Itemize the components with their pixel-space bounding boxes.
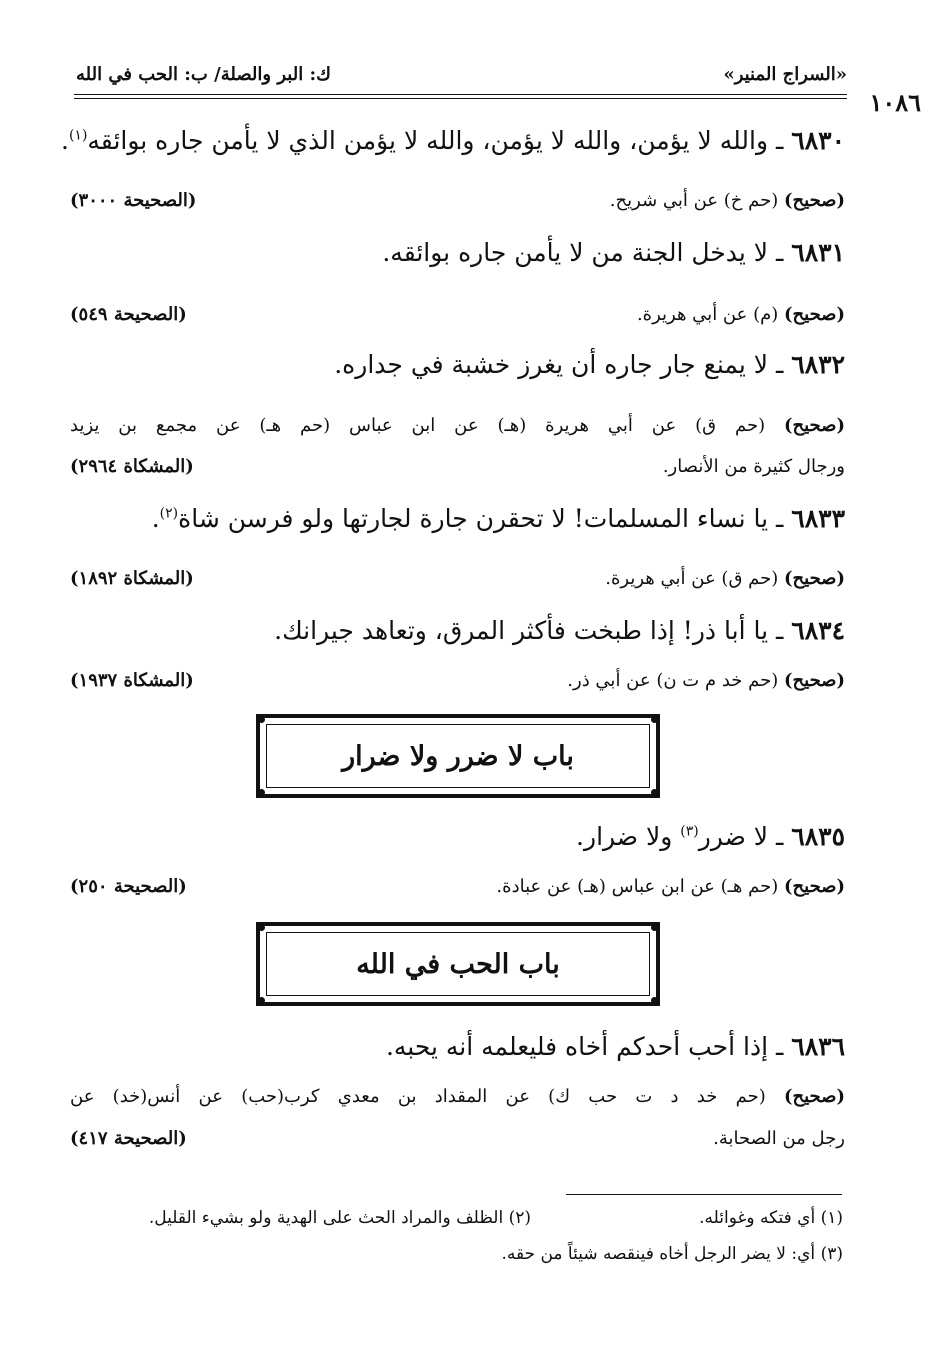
source-continuation: ورجال كثيرة من الأنصار.	[662, 456, 845, 477]
hadith-6836	[70, 1032, 845, 1061]
footnote-mark: (٢)	[508, 1208, 531, 1228]
source-continuation: رجل من الصحابة.	[713, 1128, 845, 1149]
hadith-text: لا يدخل الجنة من لا يأمن جاره بوائقه.	[382, 238, 769, 267]
footnote-mark: (١)	[820, 1208, 843, 1228]
footnote-text: أي: لا يضر الرجل أخاه فينقصه شيئاً من حقه.	[501, 1244, 816, 1264]
footnote-mark: (٢)	[159, 505, 179, 522]
source-text: (صحيح) (حم ق) عن أبي هريرة.	[605, 568, 845, 589]
hadith-text: لا يمنع جار جاره أن يغرز خشبة في جداره.	[334, 350, 769, 379]
dash: ـ	[776, 1032, 784, 1061]
footnote-mark: (٣)	[680, 823, 699, 840]
hadith-text: إذا أحب أحدكم أخاه فليعلمه أنه يحبه.	[385, 1032, 769, 1061]
reference: (الصحيحة ٤١٧)	[70, 1128, 187, 1149]
footnote-3	[501, 1244, 843, 1264]
corner-ornament	[651, 997, 658, 1004]
hadith-6832	[70, 350, 845, 379]
hadith-number: ٦٨٣٠	[791, 126, 845, 155]
corner-ornament	[258, 997, 265, 1004]
corner-ornament	[258, 924, 265, 931]
reference: (المشكاة ٢٩٦٤)	[70, 456, 194, 477]
reference: (الصحيحة ٥٤٩)	[70, 304, 187, 325]
chapter-heading-box	[256, 714, 660, 798]
source-6834	[70, 670, 845, 691]
hadith-text: لا ضرر	[698, 822, 769, 851]
corner-ornament	[651, 789, 658, 796]
source-text: (صحيح) (حم خ) عن أبي شريح.	[609, 190, 845, 211]
dash: ـ	[776, 822, 784, 851]
chapter-inner-frame	[266, 932, 650, 996]
source-6831	[70, 304, 845, 325]
hadith-6830	[60, 126, 845, 155]
corner-ornament	[651, 716, 658, 723]
source-6832-cont	[70, 456, 845, 477]
corner-ornament	[258, 716, 265, 723]
dash: ـ	[776, 504, 784, 533]
source-text: (صحيح) (حم هـ) عن ابن عباس (هـ) عن عبادة.	[496, 876, 845, 897]
source-6830	[70, 190, 845, 211]
reference: (المشكاة ١٩٣٧)	[70, 670, 194, 691]
footnote-mark: (٣)	[820, 1244, 843, 1264]
reference: (المشكاة ١٨٩٢)	[70, 568, 194, 589]
source-6835	[70, 876, 845, 897]
reference: (الصحيحة ٢٥٠)	[70, 876, 187, 897]
source-6836: (صحيح) (حم خد د ت حب ك) عن المقداد بن معدي كرب(حب) عن أنس(خد) عن	[70, 1086, 845, 1107]
page-number: ١٠٨٦	[869, 88, 921, 117]
hadith-6834	[70, 616, 845, 645]
hadith-6835	[70, 822, 845, 851]
section-title: ك: البر والصلة/ ب: الحب في الله	[76, 64, 331, 85]
source-text: (صحيح) (م) عن أبي هريرة.	[636, 304, 845, 325]
header-rule-double	[74, 98, 847, 99]
hadith-number: ٦٨٣٥	[791, 822, 845, 851]
corner-ornament	[258, 789, 265, 796]
source-6832: (صحيح) (حم ق) عن أبي هريرة (هـ) عن ابن عباس (حم هـ) عن مجمع بن يزيد	[70, 415, 845, 436]
hadith-number: ٦٨٣٤	[791, 616, 845, 645]
dash: ـ	[776, 616, 784, 645]
hadith-number: ٦٨٣٢	[791, 350, 845, 379]
footnote-1	[699, 1208, 843, 1228]
dash: ـ	[776, 350, 784, 379]
footnote-text: أي فتكه وغوائله.	[699, 1208, 816, 1228]
hadith-text-cont: ولا ضرار.	[576, 822, 681, 851]
footnote-rule	[566, 1194, 842, 1195]
footnote-2	[149, 1208, 531, 1228]
dash: ـ	[776, 126, 784, 155]
hadith-text: يا نساء المسلمات! لا تحقرن جارة لجارتها ولو فرسن شاة	[178, 504, 769, 533]
footnote-text: الظلف والمراد الحث على الهدية ولو بشيء القليل.	[148, 1208, 504, 1228]
chapter-title: باب لا ضرر ولا ضرار	[342, 740, 574, 772]
hadith-text: والله لا يؤمن، والله لا يؤمن، والله لا يؤمن الذي لا يأمن جاره بوائقه	[87, 126, 769, 155]
hadith-number: ٦٨٣٣	[791, 504, 845, 533]
book-title: «السراج المنير»	[723, 64, 847, 85]
hadith-end: .	[60, 126, 69, 155]
reference: (الصحيحة ٣٠٠٠)	[70, 190, 197, 211]
hadith-6831	[70, 238, 845, 267]
corner-ornament	[651, 924, 658, 931]
source-text: (صحيح) (حم خد م ت ن) عن أبي ذر.	[567, 670, 845, 691]
hadith-number: ٦٨٣١	[791, 238, 845, 267]
source-6833	[70, 568, 845, 589]
hadith-6833	[70, 504, 845, 533]
dash: ـ	[776, 238, 784, 267]
footnote-mark: (١)	[68, 127, 88, 144]
hadith-number: ٦٨٣٦	[791, 1032, 845, 1061]
chapter-heading-box	[256, 922, 660, 1006]
hadith-end: .	[151, 504, 160, 533]
chapter-title: باب الحب في الله	[356, 948, 560, 980]
header-rule	[74, 94, 847, 95]
chapter-inner-frame	[266, 724, 650, 788]
hadith-text: يا أبا ذر! إذا طبخت فأكثر المرق، وتعاهد جيرانك.	[274, 616, 769, 645]
source-6836-cont	[70, 1128, 845, 1149]
